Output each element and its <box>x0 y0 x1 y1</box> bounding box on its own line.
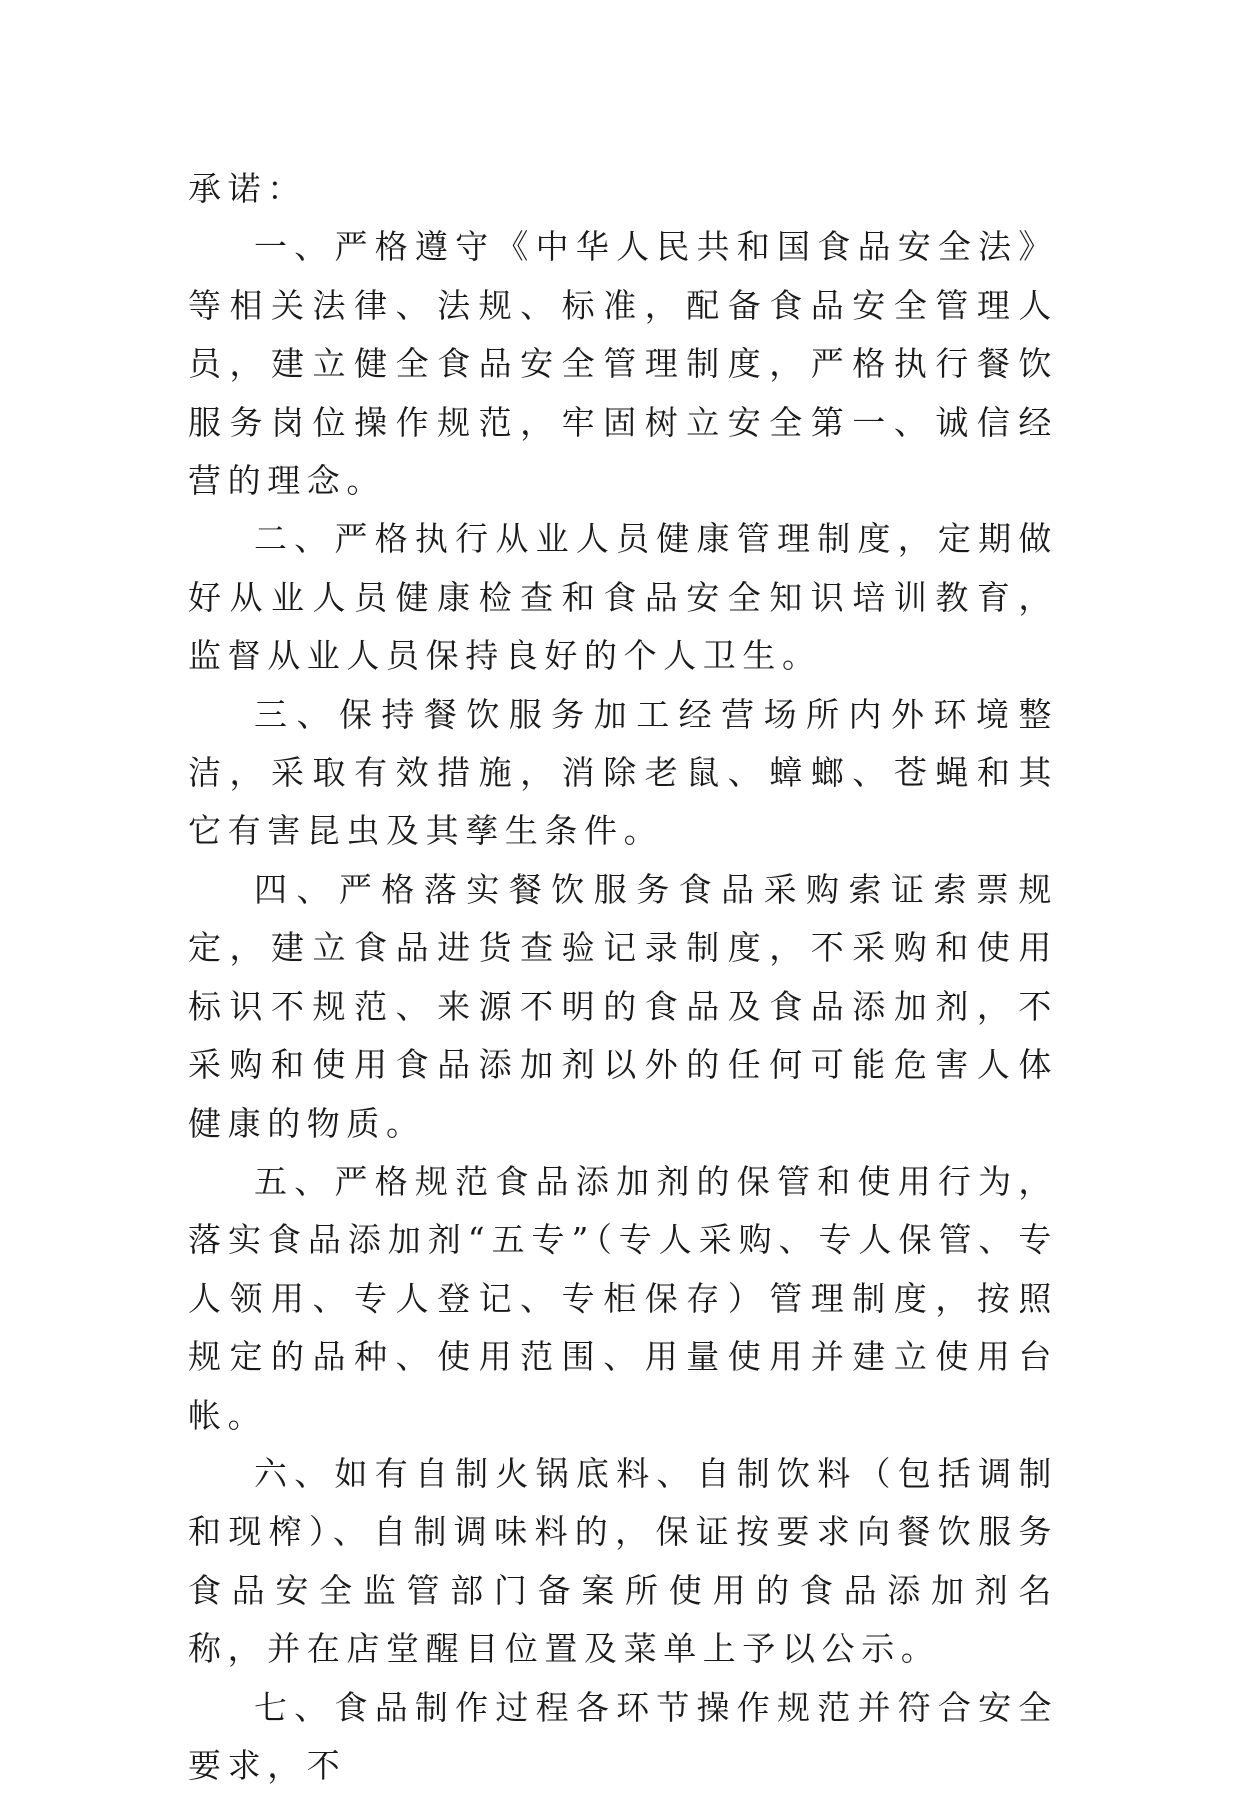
commitment-paragraph-1: 一、严格遵守《中华人民共和国食品安全法》等相关法律、法规、标准，配备食品安全管理人员，建立健全食品安全管理制度，严格执行餐饮服务岗位操作规范，牢固树立安全第一、诚信经营的理念。 <box>188 227 1058 501</box>
commitment-paragraph-6: 六、如有自制火锅底料、自制饮料（包括调制和现榨）、自制调味料的，保证按要求向餐饮服务食品安全监管部门备案所使用的食品添加剂名称，并在店堂醒目位置及菜单上予以公示。 <box>188 1453 1058 1669</box>
commitment-paragraph-7: 七、食品制作过程各环节操作规范并符合安全要求，不 <box>188 1687 1058 1785</box>
commitment-paragraph-5: 五、严格规范食品添加剂的保管和使用行为，落实食品添加剂“五专”（专人采购、专人保管、专人领用、专人登记、专柜保存）管理制度，按照规定的品种、使用范围、用量使用并建立使用台帐。 <box>188 1161 1058 1435</box>
opening-line: 承诺： <box>188 169 307 208</box>
commitment-paragraph-2: 二、严格执行从业人员健康管理制度，定期做好从业人员健康检查和食品安全知识培训教育，监督从业人员保持良好的个人卫生。 <box>188 519 1058 676</box>
commitment-paragraph-4: 四、严格落实餐饮服务食品采购索证索票规定，建立食品进货查验记录制度，不采购和使用标识不规范、来源不明的食品及食品添加剂，不采购和使用食品添加剂以外的任何可能危害人体健康的物质。 <box>188 869 1058 1143</box>
commitment-paragraph-3: 三、保持餐饮服务加工经营场所内外环境整洁，采取有效措施，消除老鼠、蟑螂、苍蝇和其它有害昆虫及其孳生条件。 <box>188 694 1058 851</box>
document-body <box>188 160 1058 1795</box>
